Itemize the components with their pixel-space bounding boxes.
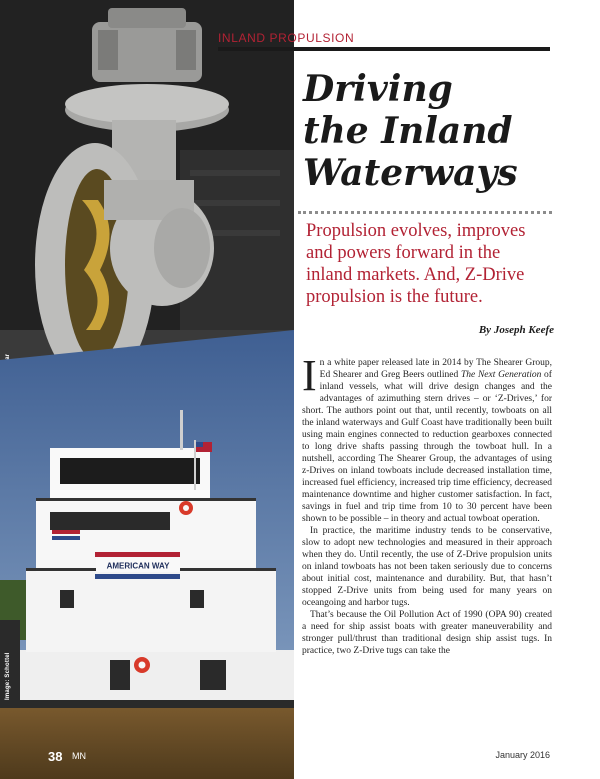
header-rule [218,47,550,51]
deck-subhead [306,220,558,308]
body-text-run: of inland vessels, what will drive design changes and the advantages of azimuthing stern drives – or ‘Z-Drives,’ for short. The authors point out that, until recently, towboats on all the inland waterways and Gulf Coast have traditionally been built using main engines connected to reduction gearboxes connected to long drive shafts passing through the towboat hull. In a nutshell, according The Shearer Group, the advantages of using z-Drives on inland towboats include decreased installation time, increased fuel efficiency, increased trip time efficiency, decreased maintenance downtime and higher customer satisfaction. In fact, savings in fuel and trip time from 10 to 30 percent have been shown to be possible – in theory and actual towboat operation. [302,370,552,524]
towboat-illustration [0,330,294,779]
photo-credit-bottom: Image: Schottel [5,652,11,700]
body-paragraph [302,351,552,525]
headline [303,68,573,194]
body-paragraph: That’s because the Oil Pollution Act of 1990 (OPA 90) created a need for ship assist boats with greater maneuverability and stronger pull/thrust than traditional design ship assist tugs. In practice, two Z-Drive tugs can take the [302,610,552,656]
section-label: INLAND PROPULSION [218,31,355,45]
dotted-divider [298,211,552,214]
towboat-photo [0,330,294,779]
body-text-run: n a white paper released late in 2014 by The Shearer Group, Ed Shearer and Greg Beers outlined [319,358,552,380]
headline-line: Driving [303,68,453,110]
publication-title: The Next Generation [460,370,542,380]
deck-line: Propulsion evolves, improves [306,221,526,241]
publication-name: MN [72,751,86,761]
vessel-name-board: AMERICAN WAY [106,561,170,571]
body-paragraph: In practice, the maritime industry tends to be conservative, slow to adopt new technologies and measured in their approach when they do. Until recently, the use of Z-Drive propulsion units on inland towboats has not been taken seriously due to concerns about initial cost, maintenance and durability. But, that hasn’t stopped Z-Drive units from being used for many years on oceangoing and harbor tugs. [302,526,552,608]
article-body [302,351,552,657]
headline-line: the Inland [303,110,513,152]
deck-line: and powers forward in the [306,243,501,263]
drop-cap: I [302,351,317,400]
headline-line: Waterways [303,152,518,194]
page-number: 38 [48,749,63,764]
byline: By Joseph Keefe [478,324,554,336]
deck-line: propulsion is the future. [306,287,483,307]
issue-date: January 2016 [495,750,550,760]
deck-line: inland markets. And, Z-Drive [306,265,525,285]
